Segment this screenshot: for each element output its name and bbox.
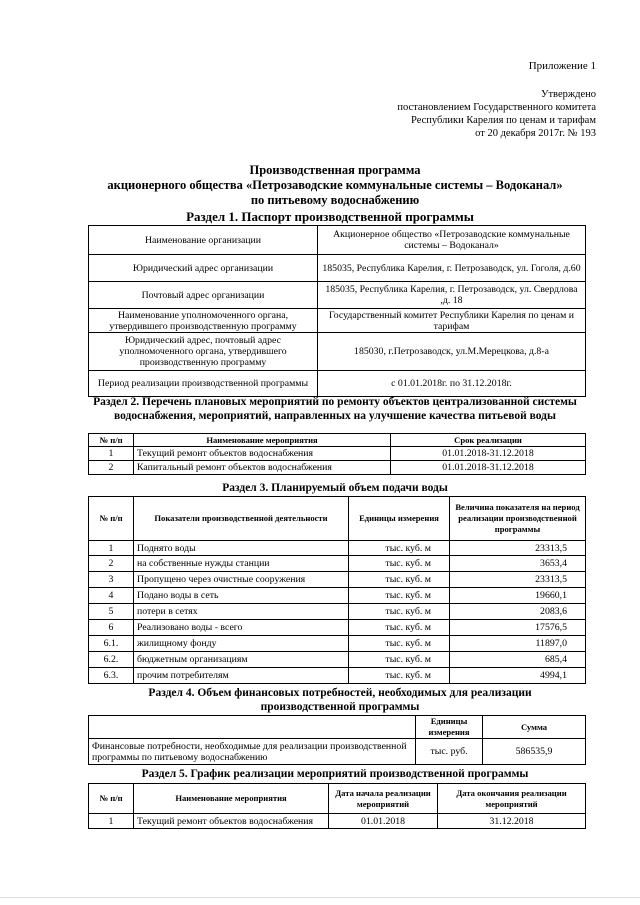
row-no: 6.3. (89, 668, 134, 684)
row-indicator: Подано воды в сеть (134, 588, 349, 604)
approval-line-1: Утверждено (541, 89, 596, 100)
row-unit: тыс. куб. м (349, 572, 450, 588)
table-header-row (89, 434, 586, 447)
passport-value: 185035, Республика Карелия, г. Петрозаводск, ул. Гоголя, д.60 (318, 255, 586, 282)
table-row (89, 814, 586, 829)
approval-block (397, 88, 596, 140)
row-unit: тыс. куб. м (349, 556, 450, 572)
table-row (89, 371, 586, 397)
row-unit: тыс. куб. м (349, 652, 450, 668)
row-no: 2 (89, 556, 134, 572)
row-value: 23313,5 (450, 572, 586, 588)
passport-label: Юридический адрес, почтовый адрес уполномоченного органа, утвердившего производственную программу (89, 333, 318, 371)
table-row (89, 333, 586, 371)
row-no: 5 (89, 604, 134, 620)
row-value: 685,4 (450, 652, 586, 668)
row-indicator: жилищному фонду (134, 636, 349, 652)
col-header-unit: Единицы измерения (416, 716, 483, 739)
row-no: 2 (89, 461, 134, 475)
row-value: 19660,1 (450, 588, 586, 604)
passport-label: Почтовый адрес организации (89, 282, 318, 309)
row-value: 2083,6 (450, 604, 586, 620)
table-row (89, 309, 586, 333)
row-indicator: на собственные нужды станции (134, 556, 349, 572)
row-no: 6.2. (89, 652, 134, 668)
row-unit: тыс. куб. м (349, 620, 450, 636)
col-header-sum: Сумма (483, 716, 586, 739)
table-row (89, 226, 586, 255)
row-value: 23313,5 (450, 541, 586, 556)
table-header-row (89, 716, 586, 739)
table-row (89, 668, 586, 684)
row-unit: тыс. куб. м (349, 588, 450, 604)
row-no: 1 (89, 541, 134, 556)
table-row (89, 282, 586, 309)
table-row (89, 447, 586, 461)
col-header-start: Дата начала реализации мероприятий (329, 784, 438, 814)
row-indicator: Реализовано воды - всего (134, 620, 349, 636)
table-row (89, 604, 586, 620)
row-indicator: Поднято воды (134, 541, 349, 556)
passport-label: Наименование организации (89, 226, 318, 255)
table-row (89, 541, 586, 556)
col-header-name: Наименование мероприятия (134, 784, 329, 814)
col-header-term: Срок реализации (391, 434, 586, 447)
page-edge-divider (0, 897, 640, 898)
table-row (89, 739, 586, 765)
table-row (89, 572, 586, 588)
section2-heading: Раздел 2. Перечень плановых мероприятий по ремонту объектов централизованной системы водоснабжения, мероприятий, направленных на улучшение качества питьевой воды (93, 396, 577, 422)
passport-value: Государственный комитет Республики Карелия по ценам и тарифам (318, 309, 586, 333)
passport-value: Акционерное общество «Петрозаводские коммунальные системы – Водоканал» (318, 226, 586, 255)
col-header-end: Дата окончания реализации мероприятий (438, 784, 586, 814)
passport-label: Наименование уполномоченного органа, утвердившего производственную программу (89, 309, 318, 333)
schedule-table (88, 783, 586, 829)
table-row (89, 588, 586, 604)
title-line-2: акционерного общества «Петрозаводские коммунальные системы – Водоканал» (107, 178, 563, 192)
row-term: 01.01.2018-31.12.2018 (391, 447, 586, 461)
row-value: 17576,5 (450, 620, 586, 636)
col-header-name: Наименование мероприятия (134, 434, 391, 447)
passport-label: Период реализации производственной программы (89, 371, 318, 397)
table-row (89, 461, 586, 475)
financial-needs-table (88, 715, 586, 765)
row-indicator: прочим потребителям (134, 668, 349, 684)
row-no: 1 (89, 814, 134, 829)
row-indicator: Пропущено через очистные сооружения (134, 572, 349, 588)
row-unit: тыс. куб. м (349, 636, 450, 652)
section3-heading: Раздел 3. Планируемый объем подачи воды (222, 482, 448, 494)
row-name: Текущий ремонт объектов водоснабжения (134, 814, 329, 829)
approval-line-2: постановлением Государственного комитета (397, 102, 596, 113)
row-value: 3653,4 (450, 556, 586, 572)
repair-plan-table (88, 433, 586, 475)
col-header-unit: Единицы измерения (349, 497, 450, 541)
row-no: 6.1. (89, 636, 134, 652)
passport-value: 185030, г.Петрозаводск, ул.М.Мерецкова, д.8-а (318, 333, 586, 371)
section4-heading: Раздел 4. Объем финансовых потребностей, необходимых для реализации производственной программы (148, 687, 532, 713)
financial-sum: 586535,9 (483, 739, 586, 765)
section5-heading: Раздел 5. График реализации мероприятий производственной программы (141, 768, 529, 780)
row-term: 01.01.2018-31.12.2018 (391, 461, 586, 475)
row-unit: тыс. куб. м (349, 604, 450, 620)
approval-line-4: от 20 декабря 2017г. № 193 (475, 128, 596, 139)
row-value: 4994,1 (450, 668, 586, 684)
row-no: 1 (89, 447, 134, 461)
col-header-no: № п/п (89, 497, 134, 541)
row-no: 6 (89, 620, 134, 636)
financial-unit: тыс. руб. (416, 739, 483, 765)
row-unit: тыс. куб. м (349, 541, 450, 556)
col-header-no: № п/п (89, 784, 134, 814)
appendix-label: Приложение 1 (528, 60, 596, 72)
row-no: 3 (89, 572, 134, 588)
row-no: 4 (89, 588, 134, 604)
col-header-value: Величина показателя на период реализации производственной программы (450, 497, 586, 541)
table-row (89, 255, 586, 282)
col-header-empty (89, 716, 416, 739)
table-row (89, 556, 586, 572)
table-row (89, 652, 586, 668)
section1-heading: Раздел 1. Паспорт производственной программы (186, 209, 474, 224)
passport-label: Юридический адрес организации (89, 255, 318, 282)
row-indicator: потери в сетях (134, 604, 349, 620)
title-line-3: по питьевому водоснабжению (250, 193, 420, 207)
table-header-row (89, 784, 586, 814)
water-supply-table (88, 496, 586, 684)
row-start: 01.01.2018 (329, 814, 438, 829)
table-header-row (89, 497, 586, 541)
row-name: Текущий ремонт объектов водоснабжения (134, 447, 391, 461)
table-row (89, 620, 586, 636)
passport-value: с 01.01.2018г. по 31.12.2018г. (318, 371, 586, 397)
col-header-indicator: Показатели производственной деятельности (134, 497, 349, 541)
financial-label: Финансовые потребности, необходимые для реализации производственной программы по питьевому водоснабжению (89, 739, 416, 765)
row-end: 31.12.2018 (438, 814, 586, 829)
col-header-no: № п/п (89, 434, 134, 447)
passport-value: 185035, Республика Карелия, г. Петрозаводск, ул. Свердлова ,д. 18 (318, 282, 586, 309)
passport-table (88, 225, 586, 397)
row-name: Капитальный ремонт объектов водоснабжения (134, 461, 391, 475)
title-line-1: Производственная программа (249, 163, 421, 177)
document-title (70, 163, 600, 208)
row-unit: тыс. куб. м (349, 668, 450, 684)
approval-line-3: Республики Карелия по ценам и тарифам (411, 115, 596, 126)
row-value: 11897,0 (450, 636, 586, 652)
table-row (89, 636, 586, 652)
row-indicator: бюджетным организациям (134, 652, 349, 668)
